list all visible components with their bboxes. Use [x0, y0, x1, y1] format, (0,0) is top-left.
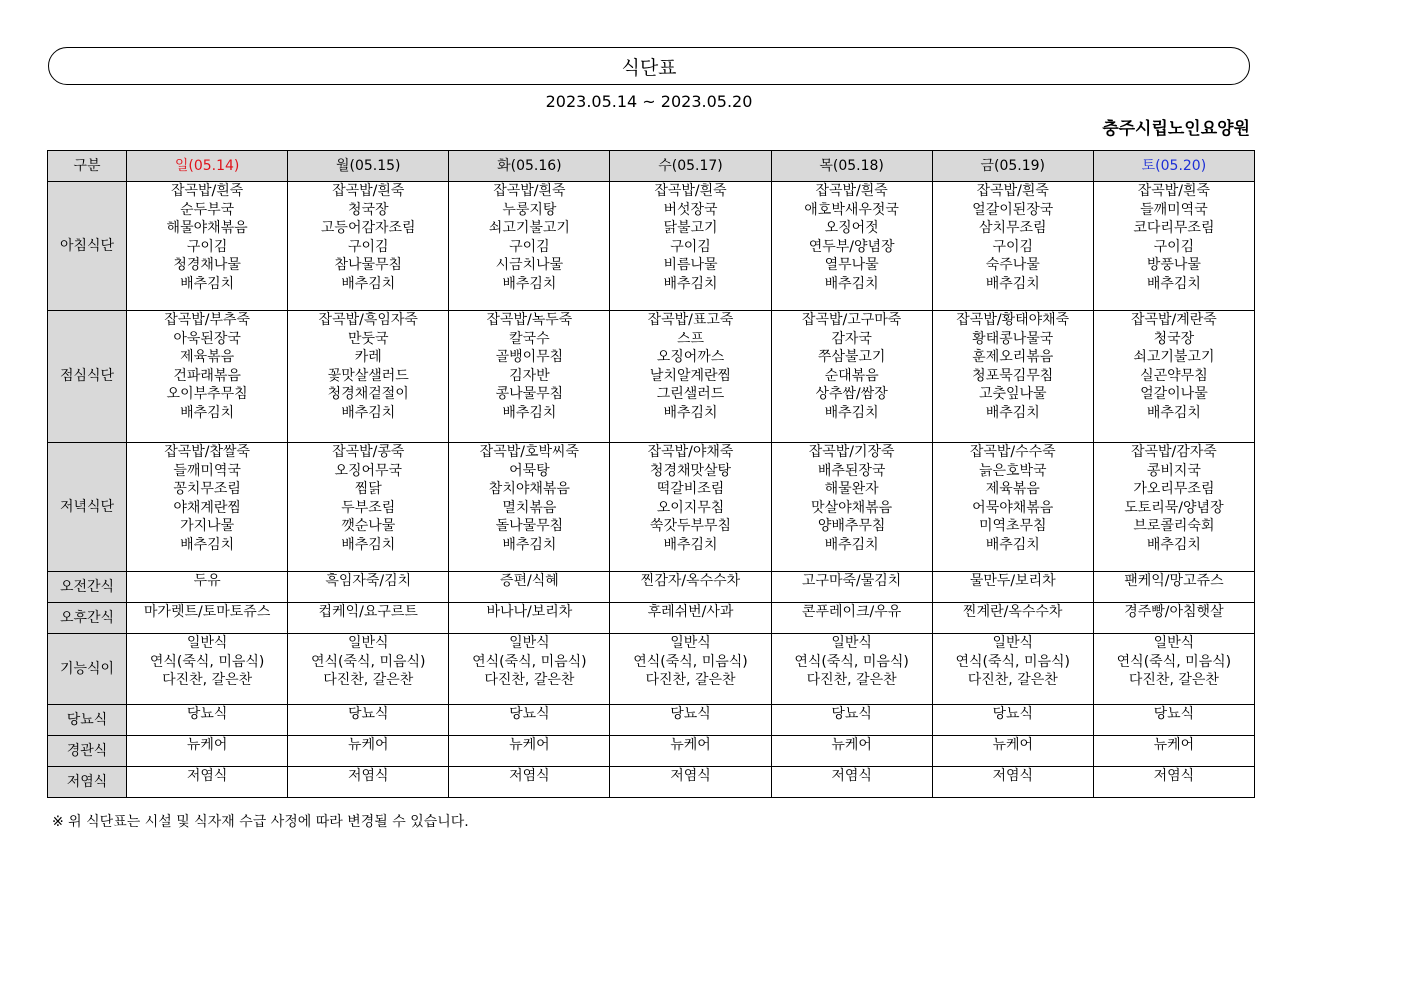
menu-item: 멸치볶음	[502, 499, 557, 516]
menu-item: 마가렛트/토마토쥬스	[143, 604, 271, 620]
menu-item: 비름나물	[663, 257, 718, 273]
menu-cell	[771, 634, 932, 705]
menu-item: 배추김치	[663, 275, 718, 292]
menu-cell	[288, 736, 449, 767]
day-header-mon: 월(05.15)	[288, 151, 449, 182]
menu-item: 배추김치	[985, 275, 1040, 292]
row-dinner	[48, 443, 1255, 572]
menu-item: 연식(죽식, 미음식)	[794, 653, 909, 670]
row-label: 오전간식	[48, 572, 127, 603]
menu-item: 배추된장국	[817, 462, 886, 479]
menu-item: 오징어젓	[824, 220, 879, 236]
menu-item: 쇠고기불고기	[1133, 349, 1215, 365]
menu-item: 잡곡밥/수수죽	[969, 444, 1056, 460]
menu-item: 잡곡밥/표고죽	[647, 312, 734, 328]
day-header-sat: 토(05.20)	[1093, 151, 1254, 182]
menu-item: 다진찬, 갈은찬	[967, 672, 1058, 688]
menu-item: 연식(죽식, 미음식)	[955, 653, 1070, 670]
menu-cell	[288, 572, 449, 603]
menu-cell	[932, 634, 1093, 705]
menu-cell	[127, 572, 288, 603]
menu-item: 뉴케어	[992, 737, 1034, 753]
menu-cell	[449, 443, 610, 572]
menu-item: 다진찬, 갈은찬	[806, 672, 897, 688]
menu-item: 떡갈비조림	[656, 481, 725, 497]
menu-item: 배추김치	[180, 404, 235, 421]
menu-item: 잡곡밥/호박씨죽	[479, 444, 580, 460]
menu-item: 골뱅이무침	[495, 349, 564, 365]
menu-item: 일반식	[1153, 635, 1195, 651]
menu-item: 저염식	[831, 768, 872, 784]
menu-item: 잡곡밥/흑임자죽	[318, 312, 418, 328]
menu-item: 배추김치	[663, 404, 718, 421]
header-row	[48, 151, 1255, 182]
page-title	[48, 47, 1250, 85]
day-header-thu: 목(05.18)	[771, 151, 932, 182]
menu-cell	[1093, 572, 1254, 603]
row-label: 아침식단	[48, 182, 127, 311]
menu-item: 브로콜리숙회	[1133, 518, 1215, 534]
menu-item: 일반식	[992, 635, 1034, 651]
menu-item: 구이김	[670, 238, 711, 255]
menu-item: 만둣국	[347, 330, 389, 347]
menu-item: 일반식	[831, 635, 872, 651]
menu-item: 배추김치	[985, 404, 1040, 421]
corner-cell: 구분	[48, 151, 127, 182]
menu-item: 숙주나물	[985, 257, 1040, 273]
menu-item: 일반식	[670, 635, 711, 651]
menu-item: 들깨미역국	[173, 462, 241, 479]
menu-item: 해물완자	[824, 481, 879, 497]
menu-item: 배추김치	[1146, 404, 1201, 421]
menu-item: 배추김치	[180, 536, 235, 553]
menu-item: 스프	[676, 330, 705, 347]
menu-item: 배추김치	[502, 275, 557, 292]
menu-cell	[288, 705, 449, 736]
menu-item: 찜닭	[354, 481, 382, 497]
menu-item: 뉴케어	[186, 737, 228, 753]
menu-cell	[932, 736, 1093, 767]
menu-item: 후레쉬번/사과	[647, 604, 734, 620]
menu-item: 오징어무국	[334, 462, 403, 479]
menu-item: 얼갈이된장국	[972, 201, 1054, 218]
menu-item: 쑥갓두부무침	[649, 518, 732, 534]
menu-cell	[449, 311, 610, 443]
menu-item: 저염식	[992, 768, 1034, 784]
menu-cell	[932, 182, 1093, 311]
menu-item: 증편/식혜	[499, 573, 559, 589]
menu-item: 꽁치무조림	[173, 481, 241, 497]
menu-cell	[1093, 767, 1254, 798]
menu-item: 바나나/보리차	[486, 604, 573, 620]
menu-cell	[288, 767, 449, 798]
menu-item: 일반식	[347, 635, 389, 651]
menu-cell	[610, 443, 771, 572]
menu-item: 순대볶음	[824, 367, 879, 384]
menu-item: 꽃맛살샐러드	[327, 367, 409, 384]
menu-item: 야채계란찜	[173, 499, 241, 516]
menu-item: 늙은호박국	[978, 462, 1047, 479]
menu-cell	[127, 443, 288, 572]
menu-cell	[127, 705, 288, 736]
menu-item: 뉴케어	[509, 737, 550, 753]
menu-item: 팬케익/망고쥬스	[1124, 573, 1224, 589]
menu-item: 잡곡밥/콩죽	[332, 444, 405, 460]
menu-cell	[449, 705, 610, 736]
menu-cell	[771, 311, 932, 443]
menu-item: 참나물무침	[334, 257, 403, 273]
row-breakfast	[48, 182, 1255, 311]
menu-item: 맛살야채볶음	[811, 499, 893, 516]
menu-item: 찐계란/옥수수차	[963, 604, 1063, 620]
day-header-wed: 수(05.17)	[610, 151, 771, 182]
title-text: 식단표	[621, 56, 677, 79]
menu-item: 뉴케어	[347, 737, 389, 753]
menu-item: 어묵탕	[509, 462, 550, 479]
menu-item: 배추김치	[663, 536, 718, 553]
menu-item: 두유	[193, 573, 221, 589]
row-diabetic-diet	[48, 705, 1255, 736]
menu-cell	[610, 603, 771, 634]
menu-item: 해물야채볶음	[166, 220, 248, 236]
menu-cell	[932, 311, 1093, 443]
menu-cell	[449, 603, 610, 634]
menu-cell	[288, 182, 449, 311]
menu-cell	[1093, 736, 1254, 767]
menu-item: 쭈삼불고기	[817, 349, 886, 365]
menu-item: 들깨미역국	[1140, 201, 1208, 218]
menu-item: 실곤약무침	[1140, 367, 1208, 384]
menu-item: 그린샐러드	[656, 386, 725, 402]
menu-cell	[771, 443, 932, 572]
menu-item: 뉴케어	[1153, 737, 1195, 753]
menu-item: 청국장	[347, 201, 389, 218]
menu-item: 콩비지국	[1146, 462, 1201, 479]
row-afternoon-snack	[48, 603, 1255, 634]
menu-cell	[932, 443, 1093, 572]
menu-item: 구이김	[992, 238, 1034, 255]
menu-item: 당뇨식	[347, 706, 389, 722]
menu-cell	[610, 182, 771, 311]
menu-item: 콘푸레이크/우유	[801, 604, 902, 620]
menu-item: 참치야채볶음	[488, 481, 570, 497]
menu-cell	[449, 182, 610, 311]
menu-item: 감자국	[831, 330, 872, 347]
menu-item: 배추김치	[1146, 275, 1201, 292]
menu-item: 청경채맛살탕	[649, 462, 732, 479]
menu-item: 배추김치	[824, 404, 879, 421]
menu-item: 돌나물무침	[495, 518, 564, 534]
menu-item: 고춧잎나물	[978, 386, 1047, 402]
menu-item: 배추김치	[824, 275, 879, 292]
menu-item: 훈제오리볶음	[972, 349, 1054, 365]
menu-cell	[771, 705, 932, 736]
menu-item: 시금치나물	[495, 257, 564, 273]
menu-table	[47, 150, 1255, 798]
menu-item: 오징어까스	[656, 349, 725, 365]
menu-cell	[127, 182, 288, 311]
menu-item: 다진찬, 갈은찬	[645, 672, 736, 688]
menu-item: 청국장	[1153, 330, 1195, 347]
menu-item: 잡곡밥/감자죽	[1130, 444, 1217, 460]
menu-item: 순두부국	[180, 201, 235, 218]
menu-item: 누룽지탕	[502, 201, 557, 218]
menu-item: 잡곡밥/흰죽	[332, 183, 405, 199]
menu-item: 구이김	[1153, 238, 1195, 255]
row-label: 당뇨식	[48, 705, 127, 736]
menu-item: 날치알계란찜	[649, 367, 732, 384]
menu-item: 고등어감자조림	[320, 220, 416, 236]
menu-item: 다진찬, 갈은찬	[162, 672, 253, 688]
menu-item: 당뇨식	[670, 706, 711, 722]
row-label: 오후간식	[48, 603, 127, 634]
menu-item: 연두부/양념장	[808, 238, 895, 255]
menu-cell	[127, 311, 288, 443]
menu-item: 오이부추무침	[166, 386, 248, 402]
row-lunch	[48, 311, 1255, 443]
menu-item: 배추김치	[341, 275, 396, 292]
row-low-salt-diet	[48, 767, 1255, 798]
menu-item: 오이지무침	[656, 499, 725, 516]
menu-item: 콩나물무침	[495, 386, 564, 402]
menu-cell	[610, 767, 771, 798]
menu-cell	[771, 767, 932, 798]
menu-item: 잡곡밥/찹쌀죽	[164, 444, 251, 460]
menu-item: 연식(죽식, 미음식)	[149, 653, 265, 670]
menu-cell	[610, 705, 771, 736]
menu-item: 연식(죽식, 미음식)	[633, 653, 748, 670]
menu-item: 황태콩나물국	[972, 330, 1054, 347]
menu-cell	[288, 634, 449, 705]
menu-item: 어묵야채볶음	[972, 499, 1054, 516]
row-label: 경관식	[48, 736, 127, 767]
menu-item: 청포묵김무침	[972, 367, 1054, 384]
date-range: 2023.05.14 ~ 2023.05.20	[545, 92, 753, 111]
menu-item: 당뇨식	[186, 706, 228, 722]
menu-item: 잡곡밥/계란죽	[1130, 312, 1217, 328]
menu-cell	[932, 767, 1093, 798]
row-tube-feeding	[48, 736, 1255, 767]
menu-item: 삼치무조림	[978, 220, 1047, 236]
menu-cell	[1093, 603, 1254, 634]
menu-cell	[288, 443, 449, 572]
menu-body	[48, 182, 1255, 798]
menu-item: 잡곡밥/황태야채죽	[956, 312, 1070, 328]
menu-item: 구이김	[509, 238, 550, 255]
menu-item: 저염식	[670, 768, 711, 784]
menu-cell	[771, 603, 932, 634]
day-header-sun: 일(05.14)	[127, 151, 288, 182]
menu-item: 일반식	[186, 635, 228, 651]
menu-item: 구이김	[186, 238, 228, 255]
menu-cell	[127, 603, 288, 634]
menu-item: 배추김치	[502, 536, 557, 553]
menu-item: 잡곡밥/야채죽	[647, 444, 734, 460]
menu-cell	[127, 634, 288, 705]
menu-item: 잡곡밥/흰죽	[654, 183, 727, 199]
menu-item: 잡곡밥/고구마죽	[801, 312, 902, 328]
menu-item: 닭불고기	[663, 220, 718, 236]
menu-cell	[1093, 182, 1254, 311]
menu-item: 제육볶음	[180, 349, 235, 365]
footnote: ※ 위 식단표는 시설 및 식자재 수급 사정에 따라 변경될 수 있습니다.	[52, 814, 469, 830]
menu-item: 잡곡밥/흰죽	[493, 183, 566, 199]
menu-cell	[288, 311, 449, 443]
facility-name: 충주시립노인요양원	[1102, 119, 1250, 139]
menu-cell	[932, 705, 1093, 736]
menu-cell	[610, 634, 771, 705]
menu-item: 쇠고기불고기	[488, 220, 570, 236]
menu-cell	[449, 736, 610, 767]
menu-item: 저염식	[509, 768, 550, 784]
menu-item: 깻순나물	[341, 518, 396, 534]
menu-item: 당뇨식	[1153, 706, 1195, 722]
menu-item: 다진찬, 갈은찬	[1128, 672, 1219, 688]
row-label: 저녁식단	[48, 443, 127, 572]
menu-item: 상추쌈/쌈장	[815, 386, 888, 402]
menu-cell	[449, 572, 610, 603]
menu-item: 칼국수	[509, 330, 550, 347]
menu-item: 미역초무침	[978, 518, 1047, 534]
menu-item: 버섯장국	[663, 201, 718, 218]
menu-item: 두부조림	[341, 499, 396, 516]
menu-item: 카레	[354, 349, 382, 365]
menu-item: 컵케익/요구르트	[318, 604, 418, 620]
menu-cell	[449, 767, 610, 798]
menu-item: 청경채겉절이	[327, 386, 409, 402]
menu-item: 방풍나물	[1146, 257, 1201, 273]
menu-item: 잡곡밥/흰죽	[170, 183, 244, 199]
menu-item: 다진찬, 갈은찬	[484, 672, 575, 688]
menu-item: 잡곡밥/흰죽	[976, 183, 1049, 199]
menu-item: 배추김치	[341, 404, 396, 421]
menu-item: 제육볶음	[985, 481, 1040, 497]
menu-cell	[771, 736, 932, 767]
menu-item: 배추김치	[1146, 536, 1201, 553]
menu-item: 당뇨식	[831, 706, 872, 722]
menu-item: 열무나물	[824, 257, 879, 273]
menu-item: 잡곡밥/흰죽	[815, 183, 888, 199]
menu-item: 청경채나물	[173, 257, 241, 273]
menu-cell	[610, 572, 771, 603]
menu-item: 찐감자/옥수수차	[640, 573, 741, 589]
row-label: 기능식이	[48, 634, 127, 705]
menu-item: 잡곡밥/부추죽	[164, 312, 251, 328]
menu-item: 저염식	[1153, 768, 1195, 784]
menu-cell	[932, 603, 1093, 634]
day-header-tue: 화(05.16)	[449, 151, 610, 182]
menu-item: 배추김치	[502, 404, 557, 421]
menu-item: 배추김치	[824, 536, 879, 553]
menu-cell	[610, 311, 771, 443]
menu-cell	[932, 572, 1093, 603]
menu-item: 고구마죽/물김치	[801, 573, 902, 589]
menu-cell	[288, 603, 449, 634]
menu-item: 뉴케어	[831, 737, 872, 753]
menu-item: 배추김치	[985, 536, 1040, 553]
menu-cell	[771, 182, 932, 311]
menu-item: 얼갈이나물	[1140, 386, 1208, 402]
menu-item: 당뇨식	[509, 706, 550, 722]
menu-cell	[771, 572, 932, 603]
menu-cell	[1093, 443, 1254, 572]
menu-item: 다진찬, 갈은찬	[323, 672, 414, 688]
menu-item: 흑임자죽/김치	[325, 573, 412, 589]
menu-cell	[1093, 634, 1254, 705]
menu-item: 잡곡밥/흰죽	[1137, 183, 1211, 199]
menu-cell	[1093, 705, 1254, 736]
menu-item: 연식(죽식, 미음식)	[311, 653, 426, 670]
menu-item: 연식(죽식, 미음식)	[472, 653, 587, 670]
menu-item: 김자반	[509, 367, 550, 384]
menu-item: 배추김치	[341, 536, 396, 553]
menu-item: 애호박새우젓국	[804, 201, 899, 218]
menu-cell	[127, 736, 288, 767]
row-functional-diet	[48, 634, 1255, 705]
menu-item: 구이김	[347, 238, 389, 255]
menu-item: 양배추무침	[817, 518, 886, 534]
menu-cell	[610, 736, 771, 767]
menu-item: 잡곡밥/기장죽	[808, 444, 895, 460]
day-header-fri: 금(05.19)	[932, 151, 1093, 182]
menu-item: 저염식	[347, 768, 389, 784]
menu-item: 뉴케어	[670, 737, 711, 753]
menu-item: 가지나물	[180, 518, 235, 534]
menu-cell	[449, 634, 610, 705]
menu-item: 경주빵/아침햇살	[1124, 604, 1224, 620]
menu-item: 건파래볶음	[173, 367, 241, 384]
menu-cell	[1093, 311, 1254, 443]
menu-item: 연식(죽식, 미음식)	[1116, 653, 1232, 670]
menu-item: 저염식	[186, 768, 228, 784]
menu-item: 당뇨식	[992, 706, 1034, 722]
row-label: 저염식	[48, 767, 127, 798]
menu-item: 도토리묵/양념장	[1124, 499, 1224, 516]
menu-item: 일반식	[509, 635, 550, 651]
menu-item: 배추김치	[180, 275, 235, 292]
menu-item: 코다리무조림	[1133, 220, 1215, 236]
menu-item: 아욱된장국	[173, 330, 241, 347]
row-morning-snack	[48, 572, 1255, 603]
menu-item: 잡곡밥/녹두죽	[486, 312, 573, 328]
row-label: 점심식단	[48, 311, 127, 443]
menu-item: 물만두/보리차	[969, 573, 1056, 589]
menu-cell	[127, 767, 288, 798]
menu-item: 가오리무조림	[1133, 481, 1215, 497]
